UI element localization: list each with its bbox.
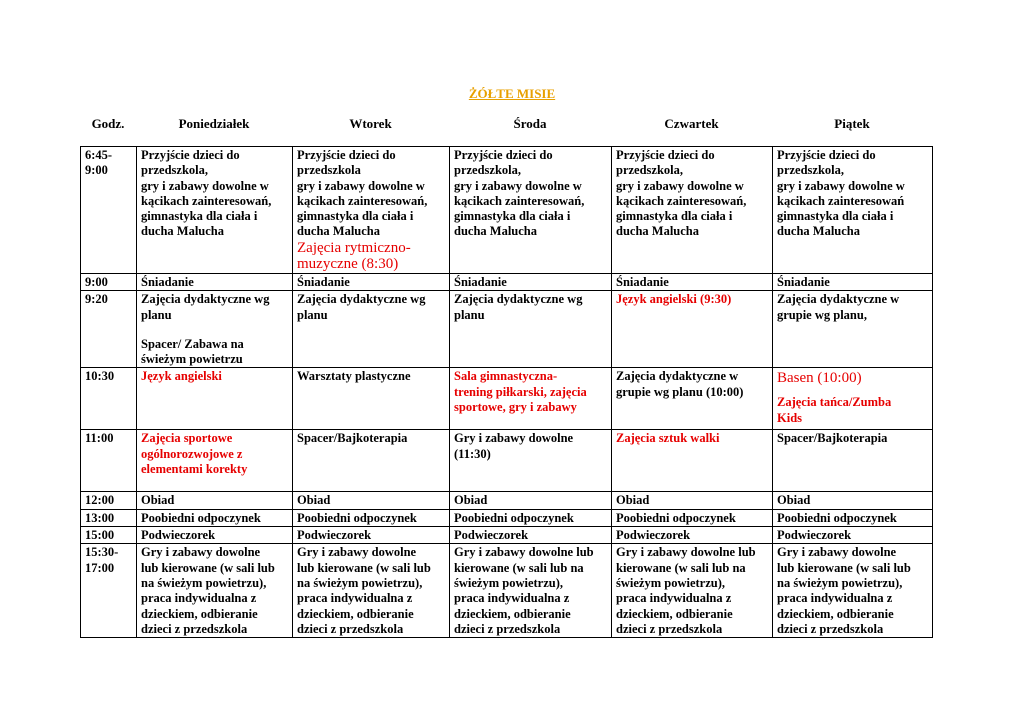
table-row xyxy=(81,509,933,526)
dance-note: Zajęcia tańca/Zumba Kids xyxy=(777,395,892,425)
schedule-cell: Język angielski (9:30) xyxy=(612,291,773,368)
schedule-cell: Warsztaty plastyczne xyxy=(293,368,450,430)
header-thursday: Czwartek xyxy=(664,116,719,131)
header-monday: Poniedziałek xyxy=(178,116,250,131)
schedule-cell: Poobiedni odpoczynek xyxy=(612,509,773,526)
table-row xyxy=(81,291,933,368)
schedule-cell: Śniadanie xyxy=(773,274,933,291)
schedule-cell: Przyjście dzieci do przedszkola, gry i zabawy dowolne w kącikach zainteresowań, gimnastyka dla ciała i ducha Malucha xyxy=(450,147,612,274)
schedule-cell: Sala gimnastyczna- trening piłkarski, zajęcia sportowe, gry i zabawy xyxy=(450,368,612,430)
schedule-cell: Gry i zabawy dowolne (11:30) xyxy=(450,430,612,492)
header-time: Godz. xyxy=(91,116,125,131)
schedule-cell: Podwieczorek xyxy=(450,527,612,544)
schedule-cell: Poobiedni odpoczynek xyxy=(450,509,612,526)
schedule-cell: Spacer/Bajkoterapia xyxy=(293,430,450,492)
time-cell: 13:00 xyxy=(81,509,137,526)
table-row xyxy=(81,544,933,638)
schedule-cell: Przyjście dzieci do przedszkola, gry i zabawy dowolne w kącikach zainteresowań gimnastyka dla ciała i ducha Malucha xyxy=(773,147,933,274)
table-row xyxy=(81,368,933,430)
schedule-cell: Zajęcia dydaktyczne w grupie wg planu, xyxy=(773,291,933,368)
schedule-cell: Obiad xyxy=(450,492,612,509)
header-wednesday: Środa xyxy=(513,116,547,131)
schedule-cell: Obiad xyxy=(612,492,773,509)
schedule-cell: Obiad xyxy=(137,492,293,509)
schedule-cell: Obiad xyxy=(293,492,450,509)
rhythm-music-note: Zajęcia rytmiczno- muzyczne (8:30) xyxy=(297,239,411,272)
schedule-cell: Gry i zabawy dowolne lub kierowane (w sali lub na świeżym powietrzu), praca indywidualna z dzieckiem, odbieranie dzieci z przedszkola xyxy=(773,544,933,638)
schedule-table xyxy=(80,146,933,638)
schedule-cell: Zajęcia dydaktyczne w grupie wg planu (10:00) xyxy=(612,368,773,430)
schedule-cell: Śniadanie xyxy=(293,274,450,291)
time-cell: 11:00 xyxy=(81,430,137,492)
time-cell: 9:00 xyxy=(81,274,137,291)
schedule-cell: Przyjście dzieci do przedszkola, gry i zabawy dowolne w kącikach zainteresowań, gimnastyka dla ciała i ducha Malucha xyxy=(137,147,293,274)
table-row xyxy=(81,147,933,274)
schedule-cell: Spacer/Bajkoterapia xyxy=(773,430,933,492)
schedule-cell: Zajęcia dydaktyczne wg planu xyxy=(293,291,450,368)
day-header-row xyxy=(80,116,932,132)
schedule-cell: Śniadanie xyxy=(612,274,773,291)
schedule-cell: Poobiedni odpoczynek xyxy=(293,509,450,526)
schedule-cell: Zajęcia dydaktyczne wg planu Spacer/ Zabawa na świeżym powietrzu xyxy=(137,291,293,368)
schedule-cell: Śniadanie xyxy=(137,274,293,291)
schedule-cell: Śniadanie xyxy=(450,274,612,291)
schedule-cell: Przyjście dzieci do przedszkola gry i zabawy dowolne w kącikach zainteresowań, gimnastyka dla ciała i ducha Malucha Zajęcia rytmiczno- muzyczne (8:30) xyxy=(293,147,450,274)
schedule-cell: Podwieczorek xyxy=(137,527,293,544)
schedule-cell: Gry i zabawy dowolne lub kierowane (w sali lub na świeżym powietrzu), praca indywidualna z dzieckiem, odbieranie dzieci z przedszkola xyxy=(137,544,293,638)
table-row xyxy=(81,527,933,544)
schedule-cell: Obiad xyxy=(773,492,933,509)
table-row xyxy=(81,430,933,492)
table-row xyxy=(81,492,933,509)
table-row xyxy=(81,274,933,291)
schedule-cell: Podwieczorek xyxy=(293,527,450,544)
time-cell: 15:00 xyxy=(81,527,137,544)
schedule-cell: Gry i zabawy dowolne lub kierowane (w sali lub na świeżym powietrzu), praca indywidualna z dzieckiem, odbieranie dzieci z przedszkola xyxy=(293,544,450,638)
schedule-cell: Gry i zabawy dowolne lub kierowane (w sali lub na świeżym powietrzu), praca indywidualna z dzieckiem, odbieranie dzieci z przedszkola xyxy=(612,544,773,638)
schedule-cell: Podwieczorek xyxy=(773,527,933,544)
schedule-cell: Podwieczorek xyxy=(612,527,773,544)
header-friday: Piątek xyxy=(834,116,870,131)
time-cell: 10:30 xyxy=(81,368,137,430)
pool-note: Basen (10:00) xyxy=(777,370,862,387)
header-tuesday: Wtorek xyxy=(349,116,392,131)
time-cell: 12:00 xyxy=(81,492,137,509)
schedule-cell: Poobiedni odpoczynek xyxy=(773,509,933,526)
schedule-cell: Poobiedni odpoczynek xyxy=(137,509,293,526)
schedule-cell: Zajęcia sportowe ogólnorozwojowe z elementami korekty xyxy=(137,430,293,492)
time-cell: 15:30- 17:00 xyxy=(81,544,137,638)
page-title: ŻÓŁTE MISIE xyxy=(468,86,556,101)
schedule-cell xyxy=(773,368,933,430)
schedule-cell: Zajęcia sztuk walki xyxy=(612,430,773,492)
time-cell: 9:20 xyxy=(81,291,137,368)
walk-note: Spacer/ Zabawa na świeżym powietrzu xyxy=(141,336,244,367)
schedule-cell: Język angielski xyxy=(137,368,293,430)
schedule-cell: Zajęcia dydaktyczne wg planu xyxy=(450,291,612,368)
schedule-cell: Gry i zabawy dowolne lub kierowane (w sali lub na świeżym powietrzu), praca indywidualna z dzieckiem, odbieranie dzieci z przedszkola xyxy=(450,544,612,638)
time-cell: 6:45- 9:00 xyxy=(81,147,137,274)
schedule-cell: Przyjście dzieci do przedszkola, gry i zabawy dowolne w kącikach zainteresowań, gimnastyka dla ciała i ducha Malucha xyxy=(612,147,773,274)
